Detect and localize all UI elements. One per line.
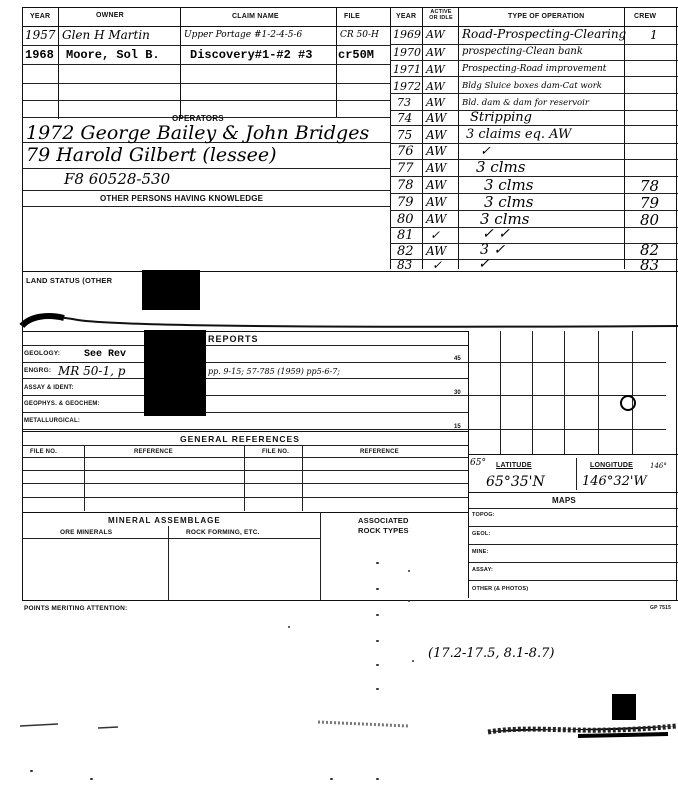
activity-status: AW bbox=[426, 144, 447, 158]
activity-status: AW bbox=[426, 195, 447, 209]
land-status-label: LAND STATUS (OTHER bbox=[26, 276, 113, 285]
scan-speck bbox=[408, 570, 410, 572]
grid-line bbox=[532, 331, 533, 454]
activity-status: AW bbox=[426, 178, 447, 192]
top-border bbox=[22, 7, 678, 8]
claim-name: Discovery#1-#2 #3 bbox=[190, 48, 313, 62]
reports-rule bbox=[22, 331, 468, 332]
maps-rule bbox=[468, 580, 678, 581]
activity-status: AW bbox=[426, 46, 445, 59]
col-activity-year: YEAR bbox=[396, 13, 417, 20]
maps-other: OTHER (& PHOTOS) bbox=[472, 586, 529, 592]
row-rule bbox=[390, 76, 678, 77]
activity-crew: 83 bbox=[640, 256, 660, 274]
activity-status: AW bbox=[426, 80, 445, 93]
scan-speck bbox=[376, 562, 379, 564]
activity-year: 74 bbox=[397, 111, 413, 125]
activity-crew: 79 bbox=[640, 194, 660, 212]
mineral-rule bbox=[22, 538, 320, 539]
activity-status: AW bbox=[426, 128, 447, 142]
report-line bbox=[22, 395, 468, 396]
coord-divider bbox=[576, 458, 577, 490]
references-rule bbox=[22, 431, 468, 432]
row-rule bbox=[22, 190, 390, 191]
activity-operation: 3 clms bbox=[484, 193, 534, 211]
grid-line bbox=[468, 395, 666, 396]
scan-speck bbox=[376, 778, 379, 780]
maps-topog: TOPOG: bbox=[472, 512, 495, 518]
maps-rule bbox=[468, 544, 678, 545]
row-rule bbox=[390, 210, 678, 211]
latitude-label: LATITUDE bbox=[496, 462, 532, 469]
reports-rule bbox=[22, 345, 468, 346]
ref-col-file: FILE NO. bbox=[30, 449, 57, 455]
longitude-label: LONGITUDE bbox=[590, 462, 634, 469]
owner-name: Moore, Sol B. bbox=[66, 48, 160, 62]
divider bbox=[624, 7, 625, 269]
activity-status: AW bbox=[426, 28, 445, 41]
scan-speck bbox=[376, 640, 379, 642]
activity-status: AW bbox=[426, 111, 447, 125]
ref-col-reference: REFERENCE bbox=[360, 449, 399, 455]
activity-year: 76 bbox=[397, 144, 414, 159]
divider bbox=[458, 7, 459, 269]
rock-forming-label: ROCK FORMING, ETC. bbox=[186, 529, 260, 536]
activity-year: 75 bbox=[397, 128, 413, 142]
grid-line bbox=[468, 429, 666, 430]
grid-line bbox=[632, 331, 633, 454]
activity-status: AW bbox=[426, 96, 445, 109]
references-rule bbox=[22, 497, 468, 498]
reports-title: REPORTS bbox=[208, 334, 259, 344]
row-rule bbox=[390, 159, 678, 160]
activity-operation: ✓ ✓ bbox=[482, 226, 510, 242]
maps-mine: MINE: bbox=[472, 549, 489, 555]
activity-year: 82 bbox=[397, 244, 414, 259]
general-references-title: GENERAL REFERENCES bbox=[180, 434, 300, 444]
scan-speck bbox=[376, 614, 379, 616]
geology-value: See Rev bbox=[84, 349, 127, 360]
scan-speck bbox=[330, 778, 333, 780]
mineral-divider bbox=[320, 512, 321, 600]
maps-rule bbox=[468, 526, 678, 527]
ore-minerals-label: ORE MINERALS bbox=[60, 529, 113, 536]
scan-speck bbox=[376, 664, 379, 666]
activity-year: 73 bbox=[397, 96, 411, 109]
activity-year: 1969 bbox=[393, 28, 421, 41]
activity-status: AW bbox=[426, 63, 445, 76]
engrg-value: MR 50-1, p bbox=[58, 364, 126, 378]
land-status-rule bbox=[22, 271, 678, 272]
divider bbox=[58, 7, 59, 119]
activity-crew: 82 bbox=[640, 241, 660, 259]
row-rule bbox=[22, 206, 390, 207]
activity-operation: 3 clms bbox=[480, 210, 530, 228]
activity-year: 80 bbox=[397, 212, 414, 227]
references-rule bbox=[22, 483, 468, 484]
activity-operation: 3 clms bbox=[484, 176, 534, 194]
ref-divider bbox=[244, 445, 245, 511]
scan-speck bbox=[412, 660, 414, 662]
points-note: (17.2-17.5, 8.1-8.7) bbox=[428, 646, 555, 661]
row-rule bbox=[390, 176, 678, 177]
activity-operation: ✓ bbox=[480, 144, 491, 159]
activity-status: AW bbox=[426, 212, 447, 226]
divider bbox=[422, 7, 423, 269]
activity-operation: ✓ bbox=[478, 256, 490, 272]
activity-operation: Prospecting-Road improvement bbox=[462, 64, 607, 74]
grid-number: 30 bbox=[454, 390, 461, 396]
form-number: GP 7515 bbox=[650, 605, 672, 611]
grid-number: 45 bbox=[454, 356, 461, 362]
operator-line: 1972 George Bailey & John Bridges bbox=[26, 122, 370, 144]
activity-year: 77 bbox=[397, 161, 414, 176]
row-rule bbox=[22, 45, 390, 46]
activity-year: 79 bbox=[397, 195, 414, 210]
activity-crew: 78 bbox=[640, 177, 660, 195]
row-rule bbox=[390, 125, 678, 126]
references-rule bbox=[22, 445, 468, 446]
scan-speck bbox=[288, 626, 290, 628]
maps-rule bbox=[468, 508, 678, 509]
geology-label: GEOLOGY: bbox=[24, 350, 61, 357]
activity-year: 1972 bbox=[393, 80, 421, 93]
scan-speck bbox=[376, 588, 379, 590]
report-line bbox=[22, 362, 468, 363]
activity-crew: 80 bbox=[640, 211, 660, 229]
redaction-blot bbox=[142, 270, 200, 310]
maps-assay: ASSAY: bbox=[472, 567, 494, 573]
coord-rule bbox=[468, 454, 678, 455]
operator-ref: F8 60528-530 bbox=[64, 170, 171, 188]
activity-operation: 3 claims eq. AW bbox=[466, 127, 572, 142]
col-active-idle: ACTIVE OR IDLE bbox=[429, 9, 453, 21]
col-crew: CREW bbox=[634, 13, 657, 20]
col-claim-name: CLAIM NAME bbox=[232, 13, 279, 20]
mineral-rule bbox=[22, 512, 468, 513]
geophys-label: GEOPHYS. & GEOCHEM: bbox=[24, 401, 100, 407]
maps-rule bbox=[468, 492, 678, 493]
activity-status: ✓ bbox=[432, 258, 443, 272]
maps-border bbox=[468, 454, 469, 598]
maps-title: MAPS bbox=[552, 496, 576, 505]
longitude-value: 146°32'W bbox=[582, 474, 647, 489]
col-year: YEAR bbox=[30, 13, 51, 20]
activity-operation: Bld. dam & dam for reservoir bbox=[462, 98, 589, 108]
activity-status: AW bbox=[426, 244, 447, 258]
file-no: CR 50-H bbox=[340, 30, 379, 40]
scan-speck bbox=[376, 688, 379, 690]
activity-operation: 3 ✓ bbox=[480, 242, 506, 258]
owner-year: 1968 bbox=[25, 48, 54, 62]
scan-speck bbox=[408, 600, 410, 602]
activity-operation: Stripping bbox=[470, 110, 532, 125]
activity-operation: 3 clms bbox=[476, 158, 526, 176]
scan-speck bbox=[90, 778, 93, 780]
grid-line bbox=[500, 331, 501, 454]
row-rule bbox=[390, 93, 678, 94]
engrg-label: ENGRG: bbox=[24, 367, 52, 374]
activity-status: AW bbox=[426, 161, 447, 175]
maps-rule bbox=[468, 562, 678, 563]
grid-line bbox=[468, 362, 666, 363]
references-rule bbox=[22, 470, 468, 471]
row-rule bbox=[390, 44, 678, 45]
engrg-ref: pp. 9-15; 57-785 (1959) pp5-6-7; bbox=[208, 367, 340, 376]
row-rule bbox=[22, 100, 390, 101]
assay-label: ASSAY & IDENT: bbox=[24, 385, 74, 391]
other-persons-title: OTHER PERSONS HAVING KNOWLEDGE bbox=[100, 194, 264, 203]
grid-line bbox=[598, 331, 599, 454]
ref-divider bbox=[84, 445, 85, 511]
claim-name: Upper Portage #1-2-4-5-6 bbox=[184, 30, 303, 40]
metallurgical-label: METALLURGICAL: bbox=[24, 418, 81, 424]
owner-year: 1957 bbox=[25, 28, 56, 42]
activity-year: 78 bbox=[397, 178, 414, 193]
mineral-divider bbox=[168, 526, 169, 600]
report-line bbox=[22, 429, 468, 430]
row-rule bbox=[390, 60, 678, 61]
activity-year: 83 bbox=[397, 258, 413, 272]
scan-noise-band bbox=[18, 716, 678, 746]
operators-title: OPERATORS bbox=[172, 114, 224, 123]
owner-name: Glen H Martin bbox=[62, 28, 150, 42]
activity-operation: Bldg Sluice boxes dam-Cat work bbox=[462, 81, 602, 91]
ref-col-reference: REFERENCE bbox=[134, 449, 173, 455]
activity-crew: 1 bbox=[650, 28, 658, 42]
location-marker-icon bbox=[620, 395, 636, 411]
grid-number: 15 bbox=[454, 424, 461, 430]
maps-geol: GEOL: bbox=[472, 531, 491, 537]
activity-operation: prospecting-Clean bank bbox=[462, 46, 583, 57]
activity-year: 81 bbox=[397, 228, 414, 243]
activity-status: ✓ bbox=[430, 228, 441, 242]
row-rule bbox=[22, 83, 390, 84]
row-rule bbox=[22, 64, 390, 65]
col-file: FILE bbox=[344, 13, 360, 20]
row-rule bbox=[22, 168, 390, 169]
lon-corner: 146° bbox=[650, 462, 667, 470]
report-line bbox=[22, 412, 468, 413]
ref-col-file: FILE NO. bbox=[262, 449, 289, 455]
references-rule bbox=[22, 457, 468, 458]
col-type-of-operation: TYPE OF OPERATION bbox=[508, 13, 585, 20]
mineral-assemblage-title: MINERAL ASSEMBLAGE bbox=[108, 516, 221, 525]
scan-speck bbox=[30, 770, 33, 772]
activity-year: 1971 bbox=[393, 63, 421, 76]
points-label: POINTS MERITING ATTENTION: bbox=[24, 605, 128, 612]
left-border bbox=[22, 7, 23, 600]
activity-year: 1970 bbox=[393, 46, 421, 59]
associated-label: ASSOCIATED bbox=[358, 516, 409, 525]
divider bbox=[390, 7, 391, 269]
report-line bbox=[22, 378, 468, 379]
activity-operation: Road-Prospecting-Clearing bbox=[462, 27, 627, 41]
file-no: cr50M bbox=[338, 48, 375, 62]
operator-line: 79 Harold Gilbert (lessee) bbox=[26, 144, 277, 166]
grid-border bbox=[468, 331, 469, 454]
row-rule bbox=[390, 193, 678, 194]
redaction-blot bbox=[144, 330, 206, 416]
right-border bbox=[676, 7, 677, 600]
latitude-value: 65°35'N bbox=[486, 474, 545, 490]
grid-line bbox=[564, 331, 565, 454]
col-owner: OWNER bbox=[96, 12, 124, 19]
lat-corner: 65° bbox=[470, 458, 486, 468]
points-rule bbox=[22, 600, 678, 601]
rock-types-label: ROCK TYPES bbox=[358, 526, 409, 535]
ref-divider bbox=[302, 445, 303, 511]
